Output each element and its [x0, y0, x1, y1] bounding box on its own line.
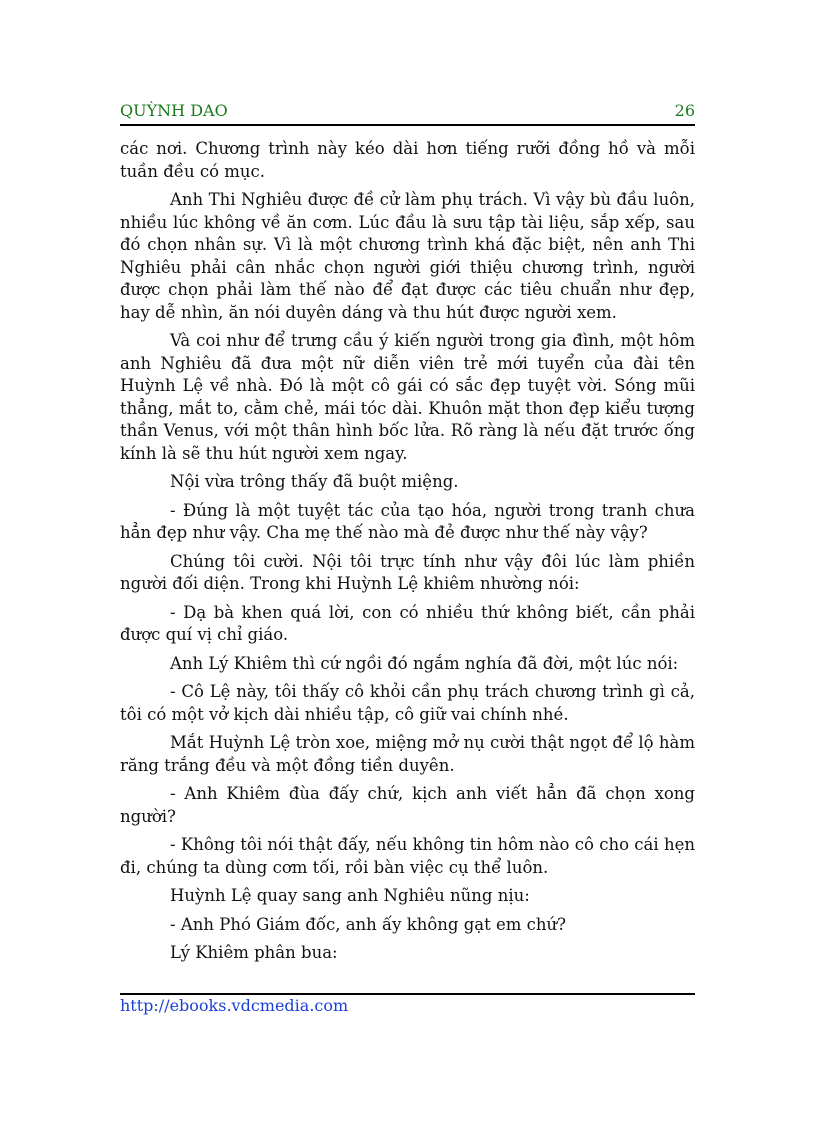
paragraph: Chúng tôi cười. Nội tôi trực tính như vậy đôi lúc làm phiền người đối diện. Trong khi Huỳnh Lệ khiêm nhường nói:	[120, 551, 695, 593]
paragraph: - Cô Lệ này, tôi thấy cô khỏi cần phụ trách chương trình gì cả, tôi có một vở kịch dài nhiều tập, cô giữ vai chính nhé.	[120, 682, 695, 724]
book-author-title: QUỲNH DAO	[120, 101, 228, 120]
paragraph: các nơi. Chương trình này kéo dài hơn tiếng rưỡi đồng hồ và mỗi tuần đều có mục.	[120, 139, 695, 181]
paragraph: Và coi như để trưng cầu ý kiến người trong gia đình, một hôm anh Nghiêu đã đưa một nữ diễn viên trẻ mới tuyển của đài tên Huỳnh Lệ về nhà. Đó là một cô gái có sắc đẹp tuyệt vời. Sóng mũi thẳng, mắt to, cằm chẻ, mái tóc dài. Khuôn mặt thon đẹp kiểu tượng thần Venus, với một thân hình bốc lửa. Rõ ràng là nếu đặt trước ống kính là sẽ thu hút người xem ngay.	[120, 331, 695, 463]
paragraph: Anh Thi Nghiêu được đề cử làm phụ trách. Vì vậy bù đầu luôn, nhiều lúc không về ăn cơm. Lúc đầu là sưu tập tài liệu, sắp xếp, sau đó chọn nhân sự. Vì là một chương trình khá đặc biệt, nên anh Thi Nghiêu phải cân nhắc chọn người giới thiệu chương trình, người được chọn phải làm thế nào để đạt được các tiêu chuẩn như đẹp, hay dễ nhìn, ăn nói duyên dáng và thu hút được người xem.	[120, 190, 695, 322]
paragraph: Nội vừa trông thấy đã buột miệng.	[170, 472, 459, 491]
paragraph: - Không tôi nói thật đấy, nếu không tin hôm nào cô cho cái hẹn đi, chúng ta dùng cơm tối, rồi bàn việc cụ thể luôn.	[120, 835, 695, 877]
footer-link[interactable]: http://ebooks.vdcmedia.com	[120, 996, 349, 1015]
paragraph: Huỳnh Lệ quay sang anh Nghiêu nũng nịu:	[170, 886, 530, 905]
footer-divider	[120, 993, 695, 995]
body-text	[120, 138, 695, 971]
page-number: 26	[674, 101, 695, 120]
paragraph: - Đúng là một tuyệt tác của tạo hóa, người trong tranh chưa hẳn đẹp như vậy. Cha mẹ thế nào mà đẻ được như thế này vậy?	[120, 500, 695, 542]
paragraph: - Dạ bà khen quá lời, con có nhiều thứ không biết, cần phải được quí vị chỉ giáo.	[120, 602, 695, 644]
paragraph: Mắt Huỳnh Lệ tròn xoe, miệng mở nụ cười thật ngọt để lộ hàm răng trắng đều và một đồng tiền duyên.	[120, 733, 695, 775]
header-divider	[120, 124, 695, 126]
paragraph: - Anh Khiêm đùa đấy chứ, kịch anh viết hẳn đã chọn xong người?	[120, 784, 695, 826]
paragraph: - Anh Phó Giám đốc, anh ấy không gạt em chứ?	[170, 914, 566, 934]
paragraph: Lý Khiêm phân bua:	[170, 943, 338, 962]
running-header	[120, 101, 695, 123]
paragraph: Anh Lý Khiêm thì cứ ngồi đó ngắm nghía đã đời, một lúc nói:	[170, 653, 679, 673]
